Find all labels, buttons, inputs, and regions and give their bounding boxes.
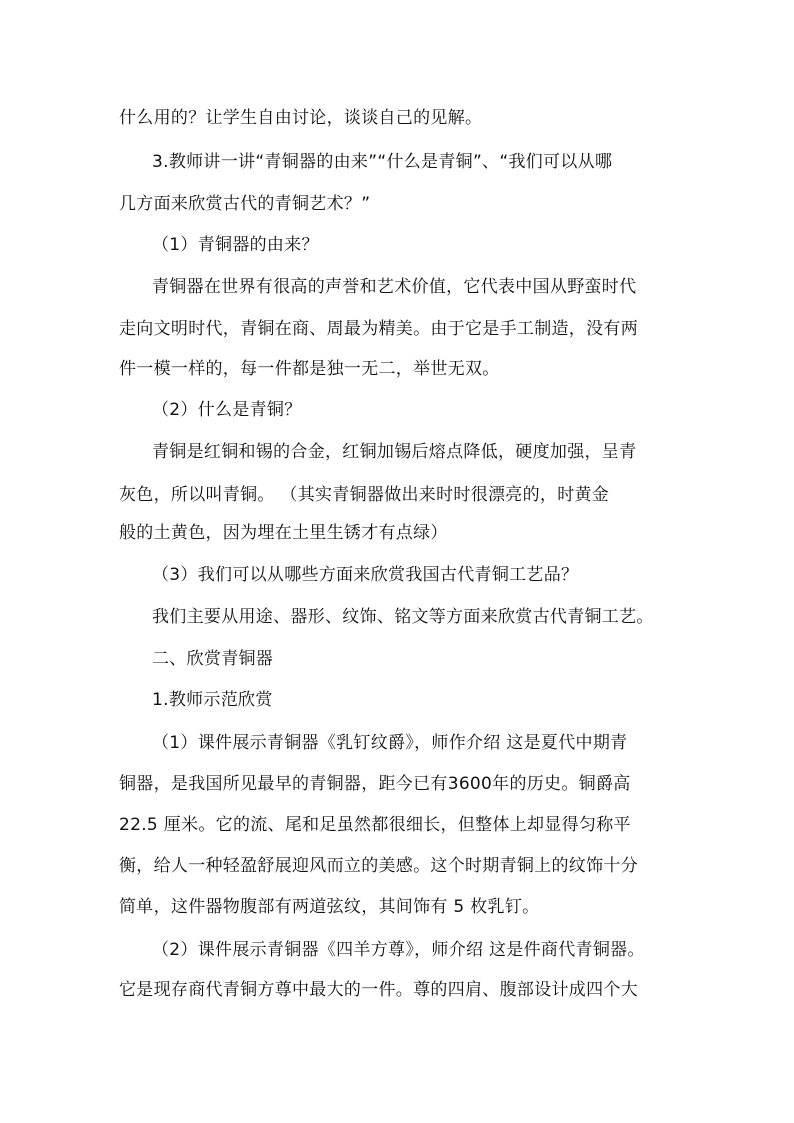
text-line: （2）什么是青铜？ — [152, 400, 302, 420]
text-line: 1.教师示范欣赏 — [152, 690, 273, 710]
text-line: 灰色，所以叫青铜。 （其实青铜器做出来时时很漂亮的，时黄金 — [119, 485, 610, 505]
text-line: 什么用的？让学生自由讨论，谈谈自己的见解。 — [119, 108, 483, 128]
text-line: 铜器，是我国所见最早的青铜器，距今已有3600年的历史。铜爵高 — [119, 774, 631, 794]
text-line: 我们主要从用途、器形、纹饰、铭文等方面来欣赏古代青铜工艺。 — [152, 607, 654, 627]
text-line: （1）课件展示青铜器《乳钉纹爵》，师作介绍 这是夏代中期青 — [152, 733, 628, 753]
text-line: 衡，给人一种轻盈舒展迎风而立的美感。这个时期青铜上的纹饰十分 — [119, 856, 638, 876]
text-line: 简单，这件器物腹部有两道弦纹，其间饰有 5 枚乳钉。 — [119, 897, 540, 917]
text-line: 二、欣赏青铜器 — [152, 649, 274, 669]
text-line: 般的土黄色，因为埋在土里生锈才有点绿） — [119, 523, 448, 543]
text-line: 几方面来欣赏古代的青铜艺术？” — [119, 194, 371, 214]
text-line: 它是现存商代青铜方尊中最大的一件。尊的四肩、腹部设计成四个大 — [119, 980, 638, 1000]
text-line: 3.教师讲一讲“青铜器的由来”“什么是青铜”、“我们可以从哪 — [152, 152, 613, 172]
text-line: 22.5 厘米。它的流、尾和足虽然都很细长，但整体上却显得匀称平 — [119, 815, 631, 835]
text-line: （2）课件展示青铜器《四羊方尊》，师介绍 这是件商代青铜器。 — [152, 940, 645, 960]
text-line: 青铜是红铜和锡的合金，红铜加锡后熔点降低，硬度加强，呈青 — [152, 442, 637, 462]
text-line: （1）青铜器的由来？ — [152, 235, 319, 255]
text-line: 青铜器在世界有很高的声誉和艺术价值，它代表中国从野蛮时代 — [152, 277, 637, 297]
text-line: 件一模一样的，每一件都是独一无二，举世无双。 — [119, 359, 500, 379]
text-line: （3）我们可以从哪些方面来欣赏我国古代青铜工艺品？ — [152, 565, 579, 585]
text-line: 走向文明时代，青铜在商、周最为精美。由于它是手工制造，没有两 — [119, 319, 638, 339]
